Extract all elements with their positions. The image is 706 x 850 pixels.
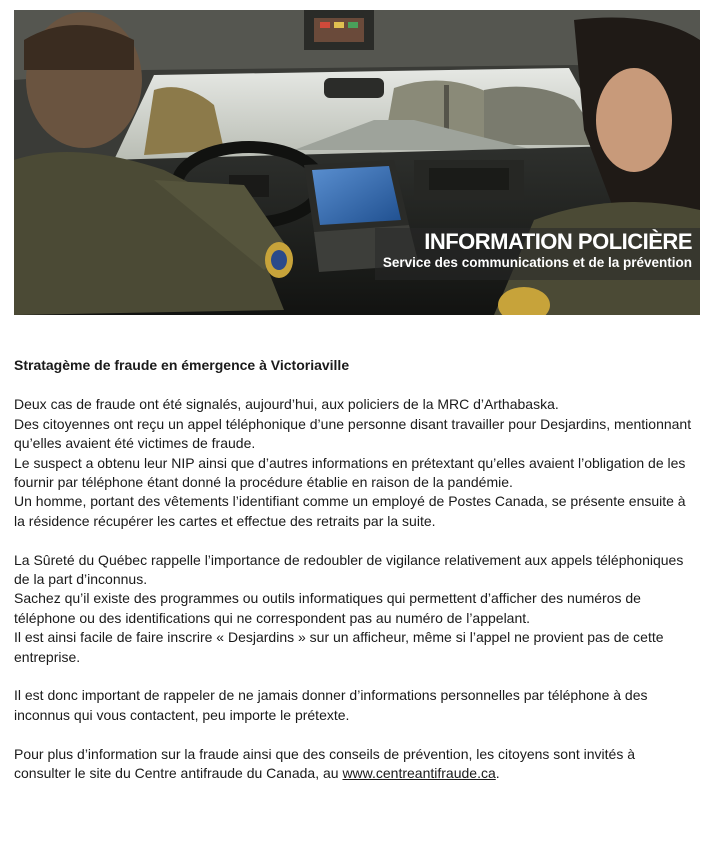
centre-antifraude-link[interactable]: www.centreantifraude.ca [342,765,496,782]
paragraph-vigilance-line2: Sachez qu’il existe des programmes ou outils informatiques qui permettent d’afficher des numéros de téléphone ou des identifications qui ne correspondent pas au numéro de l’appelant. [14,590,641,626]
paragraph-incident [14,395,694,531]
banner-subtitle: Service des communications et de la prévention [382,255,692,270]
paragraph-incident-line2: Des citoyennes ont reçu un appel téléphonique d’une personne disant travailler pour Desjardins, mentionnant qu’elles avaient été victimes de fraude. [14,415,692,452]
paragraph-vigilance-line1: La Sûreté du Québec rappelle l’importance de redoubler de vigilance relativement aux appels téléphoniques de la part d’inconnus. [14,551,684,588]
paragraph-vigilance-line3: Il est ainsi facile de faire inscrire « Desjardins » sur un afficheur, même si l’appel ne provient pas de cette entreprise. [14,629,664,665]
paragraph-incident-line4: Un homme, portant des vêtements l’identifiant comme un employé de Postes Canada, se présente ensuite à la résidence récupérer les cartes et effectue des retraits par la suite. [14,493,686,529]
paragraph-incident-line1: Deux cas de fraude ont été signalés, aujourd’hui, aux policiers de la MRC d’Arthabaska. [14,396,559,413]
more-info-text: Pour plus d’information sur la fraude ainsi que des conseils de prévention, les citoyens sont invités à consulter le site du Centre antifraude du Canada, au [14,745,636,782]
paragraph-more-info [14,745,694,784]
banner-title: INFORMATION POLICIÈRE [424,229,692,254]
paragraph-vigilance [14,551,694,667]
paragraph-incident-line3: Le suspect a obtenu leur NIP ainsi que d’autres informations en prétextant qu’elles avaient l’obligation de les fournir par téléphone étant donné la procédure établie en raison de la pandémie. [14,454,686,491]
paragraph-advice: Il est donc important de rappeler de ne jamais donner d’informations personnelles par téléphone à des inconnus qui vous contactent, peu importe le prétexte. [14,687,648,723]
header-banner [14,10,700,315]
article-heading: Stratagème de fraude en émergence à Victoriaville [14,357,350,373]
article-body [14,356,694,803]
more-info-period: . [495,765,500,782]
